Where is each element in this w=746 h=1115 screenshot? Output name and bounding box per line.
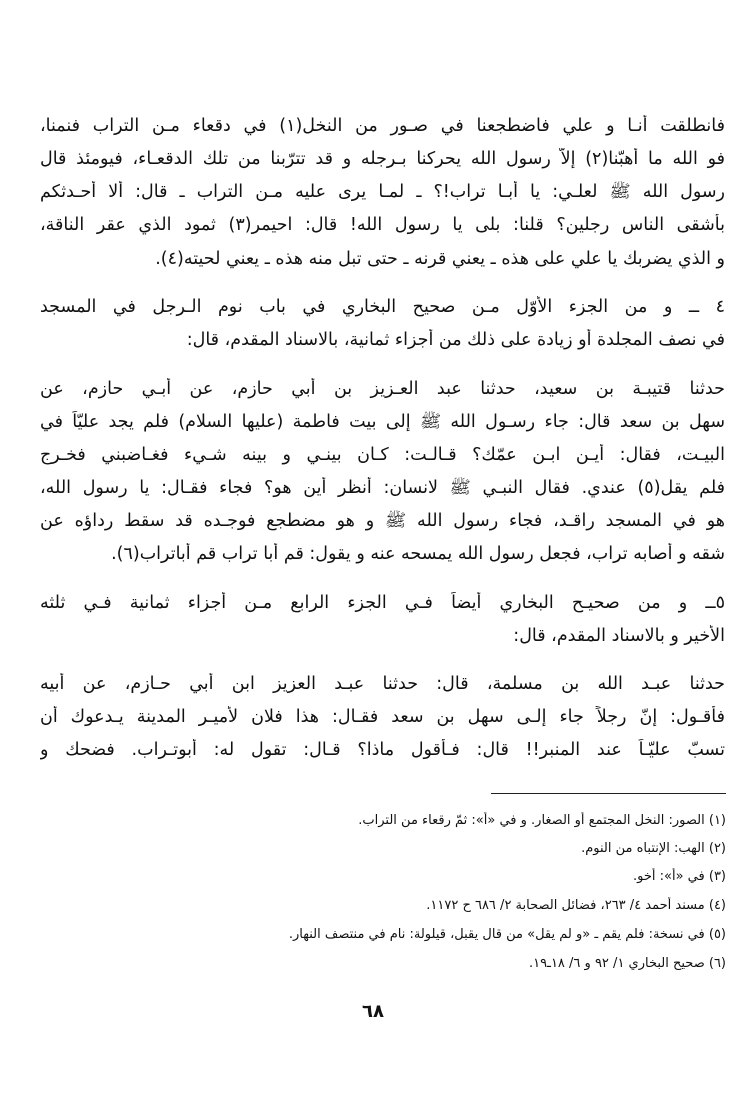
section-5-heading-line: ٥ــ و من صحيـح البخاري أيضاً فـي الجزء الرابع مـن أجزاء ثمانية فـي ثلثه <box>40 593 725 613</box>
body-line: حدثنا عبـد الله بن مسلمة، قال: حدثنا عبـد العزيز ابن أبي حـازم، عن أبيه <box>40 674 725 694</box>
body-line: الأخير و بالاسناد المقدم، قال: <box>513 626 725 646</box>
body-line: هو في المسجد راقـد، فجاء رسول الله ﷺ و هو مضطجع فوجـده قد سقط رداؤه عن <box>40 511 725 531</box>
page-number: ٦٨ <box>362 1001 384 1022</box>
body-line: في نصف المجلدة أو زيادة على ذلك من أجزاء ثمانية، بالاسناد المقدم، قال: <box>186 330 725 350</box>
footnote-6: (٦) صحيح البخاري ١/ ٩٢ و ٦/ ١٨ـ١٩. <box>529 956 726 971</box>
footnote-4: (٤) مسند أحمد ٤/ ٢٦٣، فضائل الصحابة ٢/ ٦٨٦ ح ١١٧٢. <box>426 898 726 913</box>
body-line: رسول الله ﷺ لعلـي: يا أبـا تراب!؟ ـ لمـا يرى عليه مـن التراب ـ قال: ألا أحـدثكم <box>40 182 725 202</box>
body-line: بأشقى الناس رجلين؟ قلنا: بلى يا رسول الله! قال: احيمر(٣) ثمود الذي عقر الناقة، <box>40 215 725 235</box>
body-line: حدثنا قتيبـة بن سعيد، حدثنا عبد العـزيز بن أبي حازم، عن أبـي حازم، عن <box>40 379 725 399</box>
footnote-3: (٣) في «أ»: أخو. <box>633 869 726 884</box>
footnote-1: (١) الصور: النخل المجتمع أو الصغار. و في «أ»: ثمّ رقعاء من التراب. <box>358 813 726 828</box>
footnote-separator <box>491 793 726 794</box>
body-line: فو الله ما أهبّنا(٢) إلاّ رسول الله يحركنا بـرجله و قد تترّبنا من تلك الدقعـاء، فيومئذ قال <box>40 149 725 169</box>
body-line: و الذي يضربك يا علي على هذه ـ يعني قرنه ـ حتى تبل منه هذه ـ يعني لحيته(٤). <box>155 249 725 269</box>
body-line: سهل بن سعد قال: جاء رسـول الله ﷺ إلى بيت فاطمة (عليها السلام) فلم يجد عليّاً في <box>40 412 725 432</box>
footnote-2: (٢) الهب: الإنتباه من النوم. <box>581 841 726 856</box>
body-line: تسبّ عليّـاً عند المنبر!! قال: فـأقول ماذا؟ قـال: تقول له: أبوتـراب. فضحك و <box>40 740 725 760</box>
body-line: فلم يقل(٥) عندي. فقال النبـي ﷺ لانسان: أنظر أين هو؟ فجاء فقـال: يا رسول الله، <box>40 478 725 498</box>
section-4-heading-line: ٤ ــ و من الجزء الأوّل مـن صحيح البخاري في باب نوم الـرجل في المسجد <box>40 297 725 317</box>
body-line: فأقـول: إنّ رجلاً جاء إلـى سهل بن سعد فقـال: هذا فلان لأميـر المدينة يـدعوك أن <box>40 707 725 727</box>
footnote-5: (٥) في نسخة: فلم يقم ـ «و لم يقل» من قال يقبل، قيلولة: نام في منتصف النهار. <box>288 927 726 942</box>
body-line: شقه و أصابه تراب، فجعل رسول الله يمسحه عنه و يقول: قم أبا تراب قم أباتراب(٦). <box>111 544 725 564</box>
body-line: فانطلقت أنـا و علي فاضطجعنا في صـور من النخل(١) في دقعاء مـن التراب فنمنا، <box>40 116 725 136</box>
body-line: البيـت، فقال: أيـن ابـن عمّك؟ قـالـت: كـان بينـي و بينه شـيء فغـاضبني فخـرج <box>40 445 725 465</box>
